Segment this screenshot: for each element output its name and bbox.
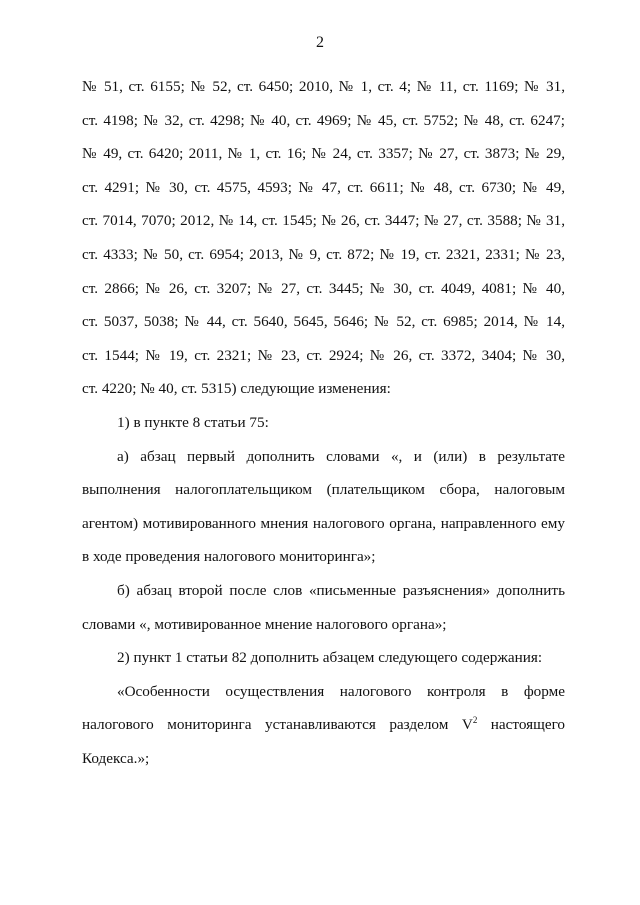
text-line: ст. 2866; № 26, ст. 3207; № 27, ст. 3445; № 30, ст. 4049, 4081; № 40, xyxy=(82,279,565,297)
list-item-1: 1) в пункте 8 статьи 75: xyxy=(117,413,269,431)
text-line: словами «, мотивированное мнение налогового органа»; xyxy=(82,615,447,633)
text-line xyxy=(82,708,565,742)
text-fragment: налогового мониторинга устанавливаются разделом V xyxy=(82,716,473,734)
text-line: ст. 4333; № 50, ст. 6954; 2013, № 9, ст. 872; № 19, ст. 2321, 2331; № 23, xyxy=(82,245,565,263)
text-line: № 51, ст. 6155; № 52, ст. 6450; 2010, № 1, ст. 4; № 11, ст. 1169; № 31, xyxy=(82,78,565,95)
text-line: ст. 7014, 7070; 2012, № 14, ст. 1545; № 26, ст. 3447; № 27, ст. 3588; № 31, xyxy=(82,212,565,230)
text-line: № 49, ст. 6420; 2011, № 1, ст. 16; № 24, ст. 3357; № 27, ст. 3873; № 29, xyxy=(82,145,565,163)
text-fragment: настоящего xyxy=(490,716,565,734)
list-item-2: 2) пункт 1 статьи 82 дополнить абзацем следующего содержания: xyxy=(117,649,543,667)
text-line: агентом) мотивированного мнения налогового органа, направленного ему xyxy=(82,514,565,532)
text-line: в ходе проведения налогового мониторинга»; xyxy=(82,548,376,566)
text-line: ст. 1544; № 19, ст. 2321; № 23, ст. 2924; № 26, ст. 3372, 3404; № 30, xyxy=(82,346,565,364)
superscript: 2 xyxy=(472,715,478,726)
text-line: ст. 4220; № 40, ст. 5315) следующие изменения: xyxy=(82,380,391,398)
page-number: 2 xyxy=(316,34,324,51)
subitem-b-line: б) абзац второй после слов «письменные разъяснения» дополнить xyxy=(117,581,565,599)
text-line: ст. 4291; № 30, ст. 4575, 4593; № 47, ст. 6611; № 48, ст. 6730; № 49, xyxy=(82,178,565,196)
quote-line: «Особенности осуществления налогового контроля в форме xyxy=(117,682,565,700)
text-line: Кодекса.»; xyxy=(82,749,150,767)
text-line: ст. 4198; № 32, ст. 4298; № 40, ст. 4969; № 45, ст. 5752; № 48, ст. 6247; xyxy=(82,111,565,129)
subitem-a-line: а) абзац первый дополнить словами «, и (или) в результате xyxy=(117,447,565,465)
text-line: ст. 5037, 5038; № 44, ст. 5640, 5645, 5646; № 52, ст. 6985; 2014, № 14, xyxy=(82,313,565,331)
text-line: выполнения налогоплательщиком (плательщиком сбора, налоговым xyxy=(82,481,565,499)
document-body xyxy=(82,70,565,775)
